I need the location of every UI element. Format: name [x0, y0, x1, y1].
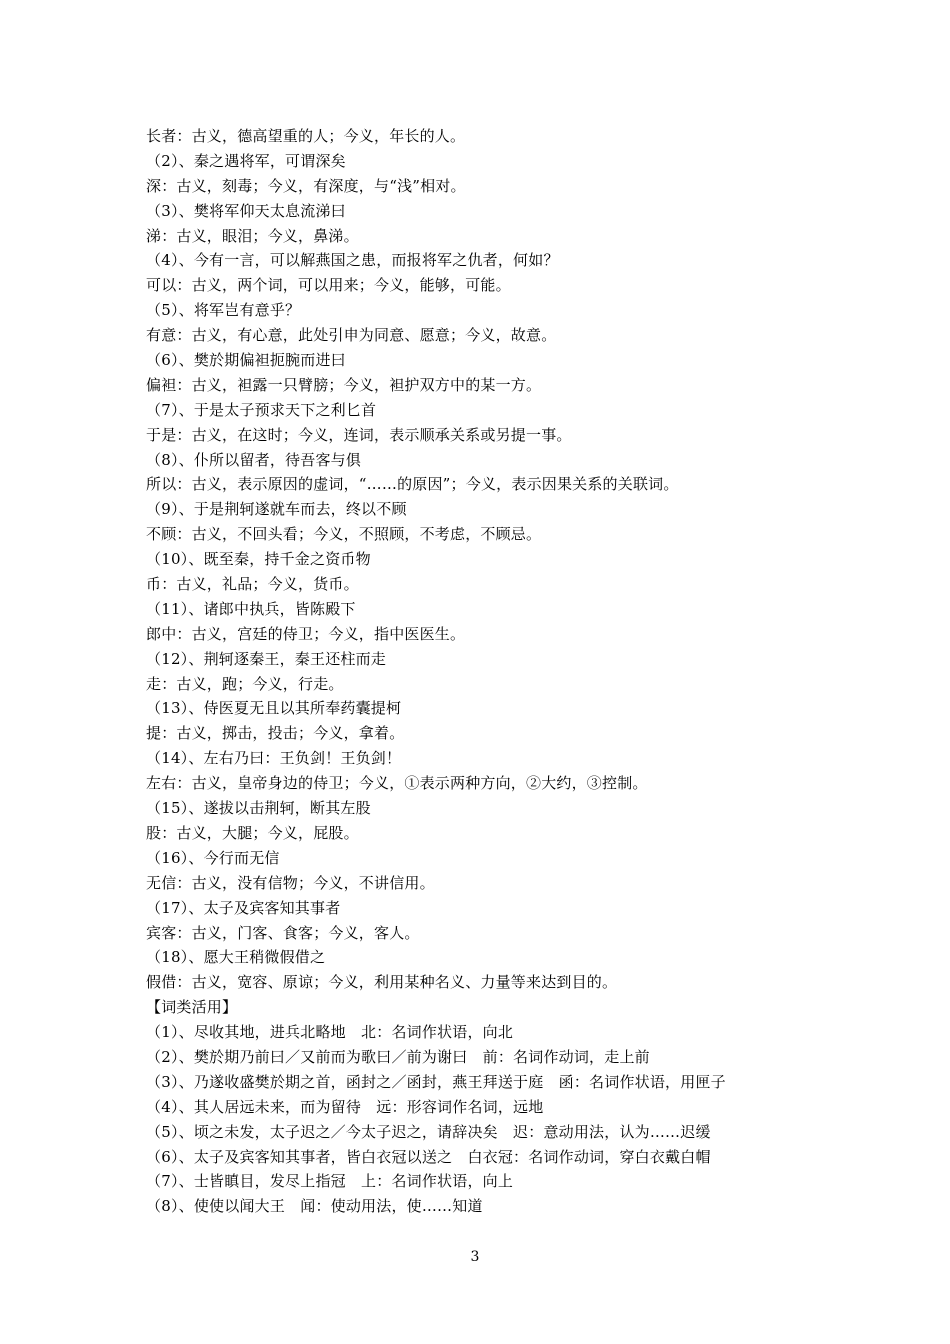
- page-number: 3: [470, 1249, 480, 1265]
- text-line: 左右：古义，皇帝身边的侍卫；今义，①表示两种方向，②大约，③控制。: [146, 774, 648, 793]
- text-line: （3）、乃遂收盛樊於期之首，函封之／函封，燕王拜送于庭 函：名词作状语，用匣子: [146, 1072, 726, 1091]
- text-line: （4）、今有一言，可以解燕国之患，而报将军之仇者，何如？: [146, 251, 559, 270]
- text-line: （11）、诸郎中执兵，皆陈殿下: [146, 599, 356, 618]
- text-line: （8）、仆所以留者，待吾客与俱: [146, 450, 362, 469]
- text-line: 涕：古义，眼泪；今义，鼻涕。: [146, 226, 359, 245]
- text-line: （1）、尽收其地，进兵北略地 北：名词作状语，向北: [146, 1023, 514, 1042]
- glossary-section: [146, 124, 826, 995]
- word-class-section: [146, 1020, 826, 1219]
- text-line: （7）、士皆瞋目，发尽上指冠 上：名词作状语，向上: [146, 1172, 514, 1191]
- text-line: 可以：古义，两个词，可以用来；今义，能够，可能。: [146, 276, 511, 295]
- text-line: 股：古义，大腿；今义，屁股。: [146, 823, 359, 842]
- text-line: （17）、太子及宾客知其事者: [146, 898, 341, 917]
- text-line: （10）、既至秦，持千金之资币物: [146, 550, 371, 569]
- text-line: 于是：古义，在这时；今义，连词，表示顺承关系或另提一事。: [146, 425, 572, 444]
- text-line: 提：古义，掷击，投击；今义，拿着。: [146, 724, 405, 743]
- text-line: （7）、于是太子预求天下之利匕首: [146, 400, 377, 419]
- text-line: （8）、使使以闻大王 闻：使动用法，使……知道: [146, 1197, 483, 1216]
- text-line: （18）、愿大王稍微假借之: [146, 948, 326, 967]
- text-line: 长者：古义，德高望重的人；今义，年长的人。: [146, 127, 466, 145]
- text-line: 不顾：古义，不回头看；今义，不照顾，不考虑，不顾忌。: [146, 525, 542, 544]
- text-line: 有意：古义，有心意，此处引申为同意、愿意；今义，故意。: [146, 326, 557, 345]
- text-line: 宾客：古义，门客、食客；今义，客人。: [146, 923, 420, 942]
- text-line: （2）、樊於期乃前曰／又前而为歌曰／前为谢曰 前：名词作动词，走上前: [146, 1047, 650, 1066]
- text-line: 深：古义，刻毒；今义，有深度，与“浅”相对。: [146, 176, 466, 195]
- text-line: 币：古义，礼品；今义，货币。: [146, 575, 359, 594]
- text-line: （9）、于是荆轲遂就车而去，终以不顾: [146, 500, 407, 519]
- text-line: （3）、樊将军仰天太息流涕曰: [146, 201, 346, 220]
- text-line: （4）、其人居远未来，而为留待 远：形容词作名词，远地: [146, 1097, 544, 1116]
- section-heading: 【词类活用】: [146, 998, 238, 1017]
- text-line: （2）、秦之遇将军，可谓深矣: [146, 151, 346, 170]
- text-line: （14）、左右乃曰：王负剑！王负剑！: [146, 749, 402, 768]
- text-line: （5）、顷之未发，太子迟之／今太子迟之，请辞决矣 迟：意动用法，认为……迟缓: [146, 1122, 711, 1141]
- text-line: 所以：古义，表示原因的虚词，“……的原因”；今义，表示因果关系的关联词。: [146, 475, 679, 494]
- text-line: 假借：古义，宽容、原谅；今义，利用某种名义、力量等来达到目的。: [146, 973, 618, 992]
- document-body: [146, 124, 826, 1219]
- text-line: 无信：古义，没有信物；今义，不讲信用。: [146, 873, 435, 892]
- text-line: （6）、太子及宾客知其事者，皆白衣冠以送之 白衣冠：名词作动词，穿白衣戴白帽: [146, 1147, 711, 1166]
- text-line: （13）、侍医夏无且以其所奉药囊提柯: [146, 699, 402, 718]
- text-line: （6）、樊於期偏袒扼腕而进曰: [146, 351, 346, 370]
- text-line: 走：古义，跑；今义，行走。: [146, 674, 344, 693]
- text-line: （15）、遂拔以击荆轲，断其左股: [146, 799, 371, 818]
- text-line: 郎中：古义，宫廷的侍卫；今义，指中医医生。: [146, 624, 466, 643]
- text-line: （16）、今行而无信: [146, 848, 280, 867]
- text-line: 偏袒：古义，袒露一只臂膀；今义，袒护双方中的某一方。: [146, 375, 542, 394]
- text-line: （12）、荆轲逐秦王，秦王还柱而走: [146, 649, 386, 668]
- text-line: （5）、将军岂有意乎？: [146, 301, 301, 320]
